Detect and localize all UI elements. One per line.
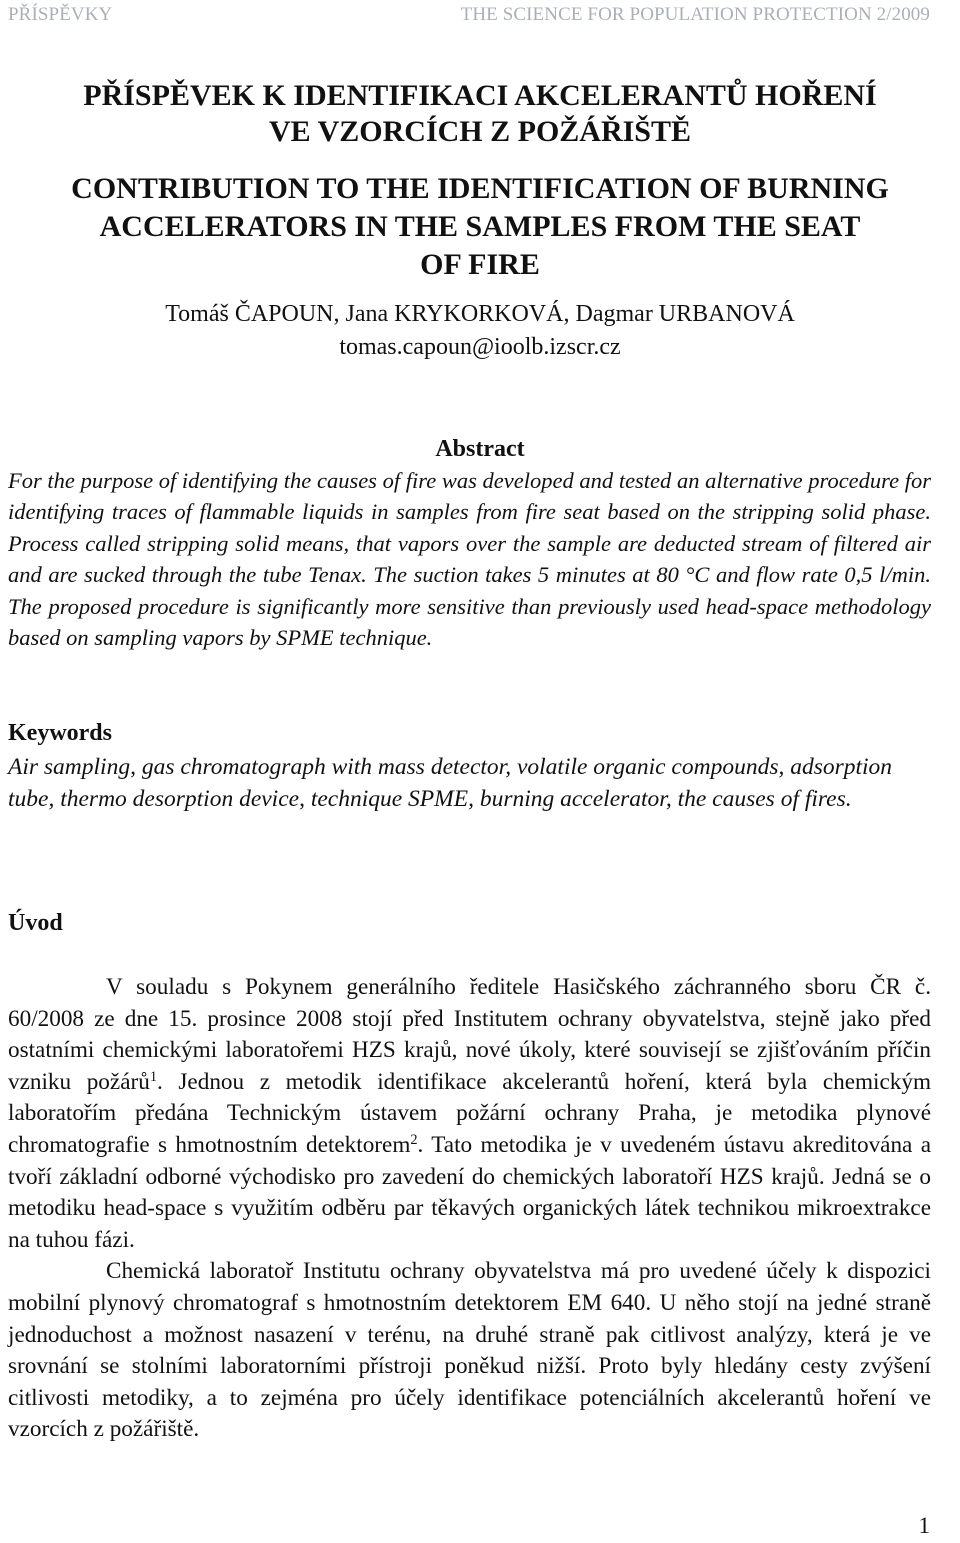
intro-p1-part-a: V souladu s Pokynem generálního ředitele Hasičského záchranného sboru ČR č. 60/2008 ze dne 15. prosince 2008 stojí před Institutem ochrany obyvatelstva, stejně jako před ostatními chemickými laboratořemi HZS krajů, nové úkoly, které souvisejí se zjišťováním příčin vzniku požárů <box>8 974 931 1095</box>
title-english-line-1: CONTRIBUTION TO THE IDENTIFICATION OF BURNING <box>71 172 889 205</box>
footnote-ref-2: 2 <box>410 1132 418 1149</box>
running-header <box>8 2 930 28</box>
title-czech-line-2: VE VZORCÍCH Z POŽÁŘIŠTĚ <box>268 115 692 148</box>
keywords-text: Air sampling, gas chromatograph with mass detector, volatile organic compounds, adsorption tube, thermo desorption device, technique SPME, burning accelerator, the causes of fires. <box>8 754 893 812</box>
title-english-line-3: OF FIRE <box>420 248 540 281</box>
title-english <box>0 170 960 284</box>
intro-p1-part-b: . Jednou z metodik identifikace akcelerantů hoření, která byla chemickým laboratořím předána Technickým ústavem požární ochrany Praha, je metodika plynové chromatografie s hmotnostním detektorem <box>8 1068 931 1158</box>
header-section-label: PŘÍSPĚVKY <box>8 4 113 25</box>
abstract-text: For the purpose of identifying the causes of fire was developed and tested an alternative procedure for identifying traces of flammable liquids in samples from fire seat based on the stripping solid phase. Process called stripping solid means, that vapors over the sample are deducted stream of filtered air and are sucked through the tube Tenax. The suction takes 5 minutes at 80 °C and flow rate 0,5 l/min. The proposed procedure is significantly more sensitive than previously used head-space methodology based on sampling vapors by SPME technique. <box>8 468 931 651</box>
header-journal-title: THE SCIENCE FOR POPULATION PROTECTION 2/2009 <box>460 4 930 25</box>
abstract-heading: Abstract <box>435 436 525 462</box>
intro-heading: Úvod <box>8 910 63 936</box>
keywords-heading: Keywords <box>8 720 112 746</box>
intro-p1-part-c: . Tato metodika je v uvedeném ústavu akreditována a tvoří základní odborné východisko pro zavedení do chemických laboratoří HZS krajů. Jedná se o metodiku head-space s využitím odběru par těkavých organických látek technikou mikroextrakce na tuhou fázi. <box>8 1131 931 1253</box>
author-list: Tomáš ČAPOUN, Jana KRYKORKOVÁ, Dagmar URBANOVÁ <box>165 301 795 327</box>
footnote-ref-1: 1 <box>149 1068 157 1085</box>
intro-paragraph-2: Chemická laboratoř Institutu ochrany obyvatelstva má pro uvedené účely k dispozici mobilní plynový chromatograf s hmotnostním detektorem EM 640. U něho stojí na jedné straně jednoduchost a možnost nasazení v terénu, na druhé straně pak citlivost analýzy, která je ve srovnání se stolními laboratorními přístroji poněkud nižší. Proto byly hledány cesty zvýšení citlivosti metodiky, a to zejména pro účely identifikace potenciálních akcelerantů hoření ve vzorcích z požářiště. <box>8 1258 931 1443</box>
title-czech <box>0 78 960 150</box>
author-email: tomas.capoun@ioolb.izscr.cz <box>339 334 621 360</box>
title-english-line-2: ACCELERATORS IN THE SAMPLES FROM THE SEAT <box>99 210 861 243</box>
title-block <box>0 78 960 362</box>
page-number: 1 <box>918 1513 930 1538</box>
intro-body <box>8 972 931 1446</box>
intro-paragraph-1 <box>8 972 931 1256</box>
title-czech-line-1: PŘÍSPĚVEK K IDENTIFIKACI AKCELERANTŮ HOŘENÍ <box>83 79 877 112</box>
